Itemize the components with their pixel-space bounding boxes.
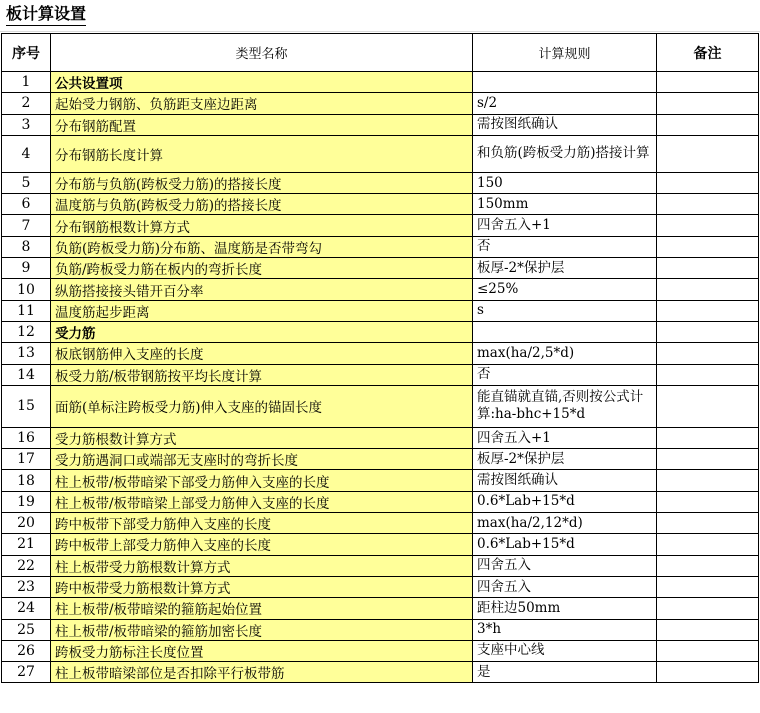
table-row: [2, 513, 759, 534]
calc-rule-cell[interactable]: 四舍五入+1: [473, 427, 657, 448]
row-index[interactable]: 7: [2, 215, 51, 236]
row-index[interactable]: 20: [2, 513, 51, 534]
type-name-cell[interactable]: 跨板受力筋标注长度位置: [51, 640, 473, 661]
note-cell[interactable]: [657, 491, 759, 512]
row-index[interactable]: 6: [2, 194, 51, 215]
table-row: [2, 236, 759, 257]
note-cell[interactable]: [657, 364, 759, 385]
table-row: [2, 470, 759, 491]
note-cell[interactable]: [657, 93, 759, 114]
row-index[interactable]: 21: [2, 534, 51, 555]
note-cell[interactable]: [657, 215, 759, 236]
type-name-cell[interactable]: 纵筋搭接接头错开百分率: [51, 279, 473, 300]
table-row: [2, 343, 759, 364]
settings-table: [1, 33, 759, 683]
note-cell[interactable]: [657, 321, 759, 342]
table-row: [2, 598, 759, 619]
table-row: [2, 93, 759, 114]
calc-rule-cell[interactable]: 需按图纸确认: [473, 114, 657, 135]
row-index[interactable]: 23: [2, 576, 51, 597]
calc-rule-cell[interactable]: [473, 321, 657, 342]
note-cell[interactable]: [657, 662, 759, 683]
section-heading-cell[interactable]: 公共设置项: [51, 72, 473, 93]
note-cell[interactable]: [657, 385, 759, 427]
table-row: [2, 662, 759, 683]
type-name-cell[interactable]: 分布钢筋配置: [51, 114, 473, 135]
calc-rule-cell[interactable]: 四舍五入+1: [473, 215, 657, 236]
header-name: 类型名称: [51, 34, 473, 72]
note-cell[interactable]: [657, 555, 759, 576]
row-index[interactable]: 14: [2, 364, 51, 385]
calc-rule-cell[interactable]: 支座中心线: [473, 640, 657, 661]
calc-rule-cell[interactable]: 板厚-2*保护层: [473, 258, 657, 279]
calc-rule-cell[interactable]: 0.6*Lab+15*d: [473, 534, 657, 555]
note-cell[interactable]: [657, 640, 759, 661]
calc-rule-cell[interactable]: max(ha/2,5*d): [473, 343, 657, 364]
type-name-cell[interactable]: 柱上板带/板带暗梁下部受力筋伸入支座的长度: [51, 470, 473, 491]
calc-rule-cell[interactable]: 150: [473, 172, 657, 193]
section-heading-cell[interactable]: 受力筋: [51, 321, 473, 342]
row-index[interactable]: 2: [2, 93, 51, 114]
note-cell[interactable]: [657, 258, 759, 279]
calc-rule-cell[interactable]: 0.6*Lab+15*d: [473, 491, 657, 512]
table-body: [2, 72, 759, 683]
note-cell[interactable]: [657, 114, 759, 135]
table-row: [2, 534, 759, 555]
table-row: [2, 427, 759, 448]
row-index[interactable]: 10: [2, 279, 51, 300]
type-name-cell[interactable]: 受力筋根数计算方式: [51, 427, 473, 448]
note-cell[interactable]: [657, 576, 759, 597]
table-row: [2, 321, 759, 342]
table-row: [2, 300, 759, 321]
note-cell[interactable]: [657, 135, 759, 172]
table-row: [2, 279, 759, 300]
header-note: 备注: [657, 34, 759, 72]
calc-rule-cell[interactable]: 是: [473, 662, 657, 683]
note-cell[interactable]: [657, 470, 759, 491]
type-name-cell[interactable]: 起始受力钢筋、负筋距支座边距离: [51, 93, 473, 114]
row-index[interactable]: 18: [2, 470, 51, 491]
header-row: [2, 34, 759, 72]
header-rule: 计算规则: [473, 34, 657, 72]
row-index[interactable]: 19: [2, 491, 51, 512]
row-index[interactable]: 17: [2, 449, 51, 470]
sheet-title: 板计算设置: [6, 3, 86, 26]
calc-rule-cell[interactable]: 板厚-2*保护层: [473, 449, 657, 470]
table-row: [2, 172, 759, 193]
note-cell[interactable]: [657, 194, 759, 215]
table-row: [2, 194, 759, 215]
type-name-cell[interactable]: 板底钢筋伸入支座的长度: [51, 343, 473, 364]
table-row: [2, 555, 759, 576]
calc-rule-cell[interactable]: 距柱边50mm: [473, 598, 657, 619]
row-index[interactable]: 1: [2, 72, 51, 93]
table-row: [2, 114, 759, 135]
note-cell[interactable]: [657, 236, 759, 257]
table-row: [2, 640, 759, 661]
note-cell[interactable]: [657, 343, 759, 364]
note-cell[interactable]: [657, 513, 759, 534]
calc-rule-cell[interactable]: 否: [473, 364, 657, 385]
calc-rule-cell[interactable]: s: [473, 300, 657, 321]
table-row: [2, 385, 759, 427]
row-index[interactable]: 8: [2, 236, 51, 257]
note-cell[interactable]: [657, 172, 759, 193]
note-cell[interactable]: [657, 279, 759, 300]
note-cell[interactable]: [657, 534, 759, 555]
calc-rule-cell[interactable]: max(ha/2,12*d): [473, 513, 657, 534]
table-row: [2, 364, 759, 385]
note-cell[interactable]: [657, 598, 759, 619]
type-name-cell[interactable]: 分布筋与负筋(跨板受力筋)的搭接长度: [51, 172, 473, 193]
table-row: [2, 449, 759, 470]
note-cell[interactable]: [657, 300, 759, 321]
table-row: [2, 135, 759, 172]
calc-rule-cell[interactable]: 四舍五入: [473, 576, 657, 597]
table-row: [2, 491, 759, 512]
type-name-cell[interactable]: 受力筋遇洞口或端部无支座时的弯折长度: [51, 449, 473, 470]
row-index[interactable]: 26: [2, 640, 51, 661]
type-name-cell[interactable]: 负筋/跨板受力筋在板内的弯折长度: [51, 258, 473, 279]
note-cell[interactable]: [657, 619, 759, 640]
table-row: [2, 215, 759, 236]
note-cell[interactable]: [657, 449, 759, 470]
calc-rule-cell[interactable]: 否: [473, 236, 657, 257]
title-row: [0, 0, 760, 32]
calc-rule-cell[interactable]: ≤25%: [473, 279, 657, 300]
note-cell[interactable]: [657, 427, 759, 448]
type-name-cell[interactable]: 柱上板带/板带暗梁上部受力筋伸入支座的长度: [51, 491, 473, 512]
type-name-cell[interactable]: 分布钢筋长度计算: [51, 135, 473, 172]
row-index[interactable]: 5: [2, 172, 51, 193]
row-index[interactable]: 22: [2, 555, 51, 576]
type-name-cell[interactable]: 跨中板带受力筋根数计算方式: [51, 576, 473, 597]
row-index[interactable]: 15: [2, 385, 51, 427]
row-index[interactable]: 16: [2, 427, 51, 448]
row-index[interactable]: 12: [2, 321, 51, 342]
calc-rule-cell[interactable]: 150mm: [473, 194, 657, 215]
calc-rule-cell[interactable]: s/2: [473, 93, 657, 114]
type-name-cell[interactable]: 温度筋起步距离: [51, 300, 473, 321]
type-name-cell[interactable]: 跨中板带上部受力筋伸入支座的长度: [51, 534, 473, 555]
table-row: [2, 258, 759, 279]
calc-rule-cell[interactable]: 能直锚就直锚,否则按公式计算:ha-bhc+15*d: [473, 385, 657, 427]
row-index[interactable]: 24: [2, 598, 51, 619]
note-cell[interactable]: [657, 72, 759, 93]
type-name-cell[interactable]: 柱上板带/板带暗梁的箍筋起始位置: [51, 598, 473, 619]
type-name-cell[interactable]: 跨中板带下部受力筋伸入支座的长度: [51, 513, 473, 534]
row-index[interactable]: 3: [2, 114, 51, 135]
row-index[interactable]: 4: [2, 135, 51, 172]
table-row: [2, 72, 759, 93]
type-name-cell[interactable]: 板受力筋/板带钢筋按平均长度计算: [51, 364, 473, 385]
calc-rule-cell[interactable]: 需按图纸确认: [473, 470, 657, 491]
row-index[interactable]: 27: [2, 662, 51, 683]
table-row: [2, 619, 759, 640]
type-name-cell[interactable]: 柱上板带暗梁部位是否扣除平行板带筋: [51, 662, 473, 683]
row-index[interactable]: 9: [2, 258, 51, 279]
calc-rule-cell[interactable]: 四舍五入: [473, 555, 657, 576]
table-row: [2, 576, 759, 597]
header-index: 序号: [2, 34, 51, 72]
calc-rule-cell[interactable]: 3*h: [473, 619, 657, 640]
calc-rule-cell[interactable]: 和负筋(跨板受力筋)搭接计算: [473, 135, 657, 172]
calc-rule-cell[interactable]: [473, 72, 657, 93]
type-name-cell[interactable]: 柱上板带受力筋根数计算方式: [51, 555, 473, 576]
type-name-cell[interactable]: 面筋(单标注跨板受力筋)伸入支座的锚固长度: [51, 385, 473, 427]
row-index[interactable]: 13: [2, 343, 51, 364]
type-name-cell[interactable]: 分布钢筋根数计算方式: [51, 215, 473, 236]
type-name-cell[interactable]: 温度筋与负筋(跨板受力筋)的搭接长度: [51, 194, 473, 215]
type-name-cell[interactable]: 负筋(跨板受力筋)分布筋、温度筋是否带弯勾: [51, 236, 473, 257]
row-index[interactable]: 11: [2, 300, 51, 321]
type-name-cell[interactable]: 柱上板带/板带暗梁的箍筋加密长度: [51, 619, 473, 640]
row-index[interactable]: 25: [2, 619, 51, 640]
